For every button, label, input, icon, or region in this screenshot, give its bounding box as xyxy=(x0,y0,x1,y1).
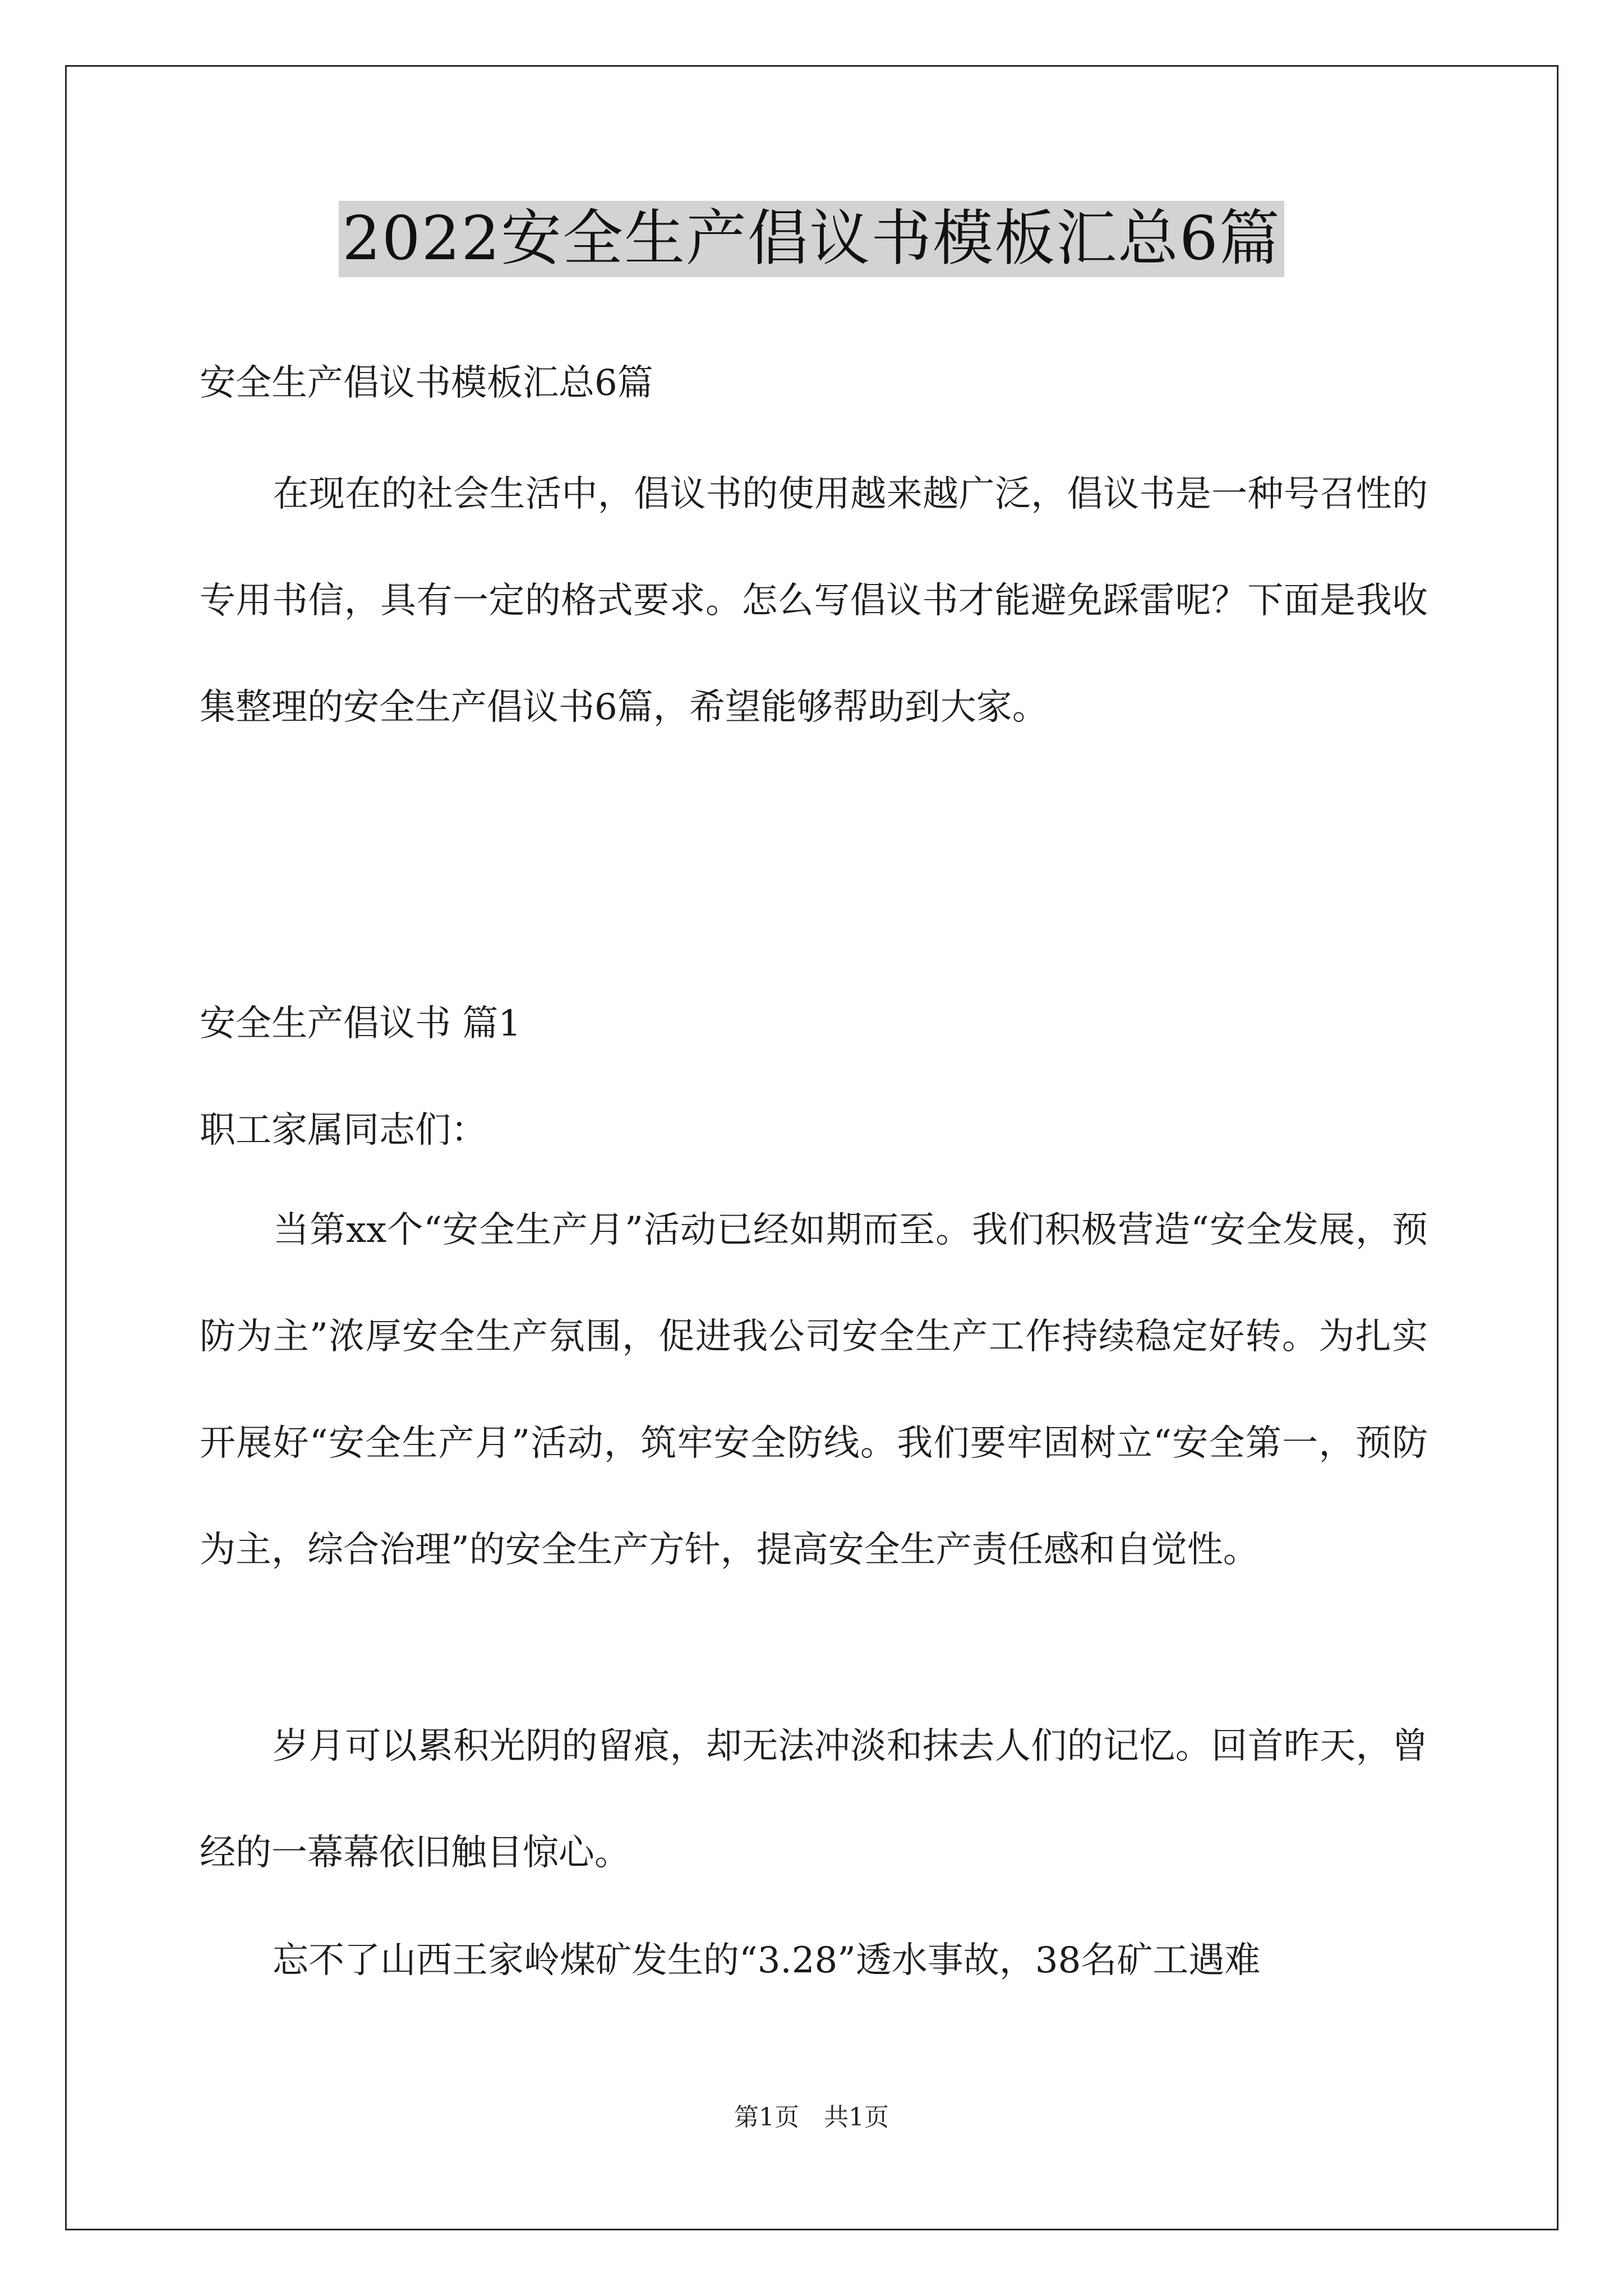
body-paragraph-1 xyxy=(200,1177,1428,1603)
salutation: 职工家属同志们： xyxy=(200,1110,487,1151)
section-heading: 安全生产倡议书 篇1 xyxy=(200,1003,522,1045)
body-paragraph-3-text: 忘不了山西王家岭煤矿发生的“3.28”透水事故，38名矿工遇难 xyxy=(273,1940,1261,1981)
intro-text: 在现在的社会生活中，倡议书的使用越来越广泛，倡议书是一种号召性的专用书信，具有一定的格式要求。怎么写倡议书才能避免踩雷呢？下面是我收集整理的安全生产倡议书6篇，希望能够帮助到大家。 xyxy=(200,473,1428,728)
body-paragraph-3 xyxy=(200,1907,1428,2014)
title-container xyxy=(0,201,1623,277)
body-paragraph-2 xyxy=(200,1693,1428,1906)
page-footer: 第1页 共1页 xyxy=(734,2103,889,2132)
body-paragraph-1-text: 当第xx个“安全生产月”活动已经如期而至。我们积极营造“安全发展，预防为主”浓厚安全生产氛围，促进我公司安全生产工作持续稳定好转。为扎实开展好“安全生产月”活动，筑牢安全防线。我们要牢固树立“安全第一，预防为主，综合治理”的安全生产方针，提高安全生产责任感和自觉性。 xyxy=(200,1209,1428,1571)
intro-paragraph xyxy=(200,441,1428,761)
body-paragraph-2-text: 岁月可以累积光阴的留痕，却无法冲淡和抹去人们的记忆。回首昨天，曾经的一幕幕依旧触目惊心。 xyxy=(200,1726,1428,1874)
document-subtitle: 安全生产倡议书模板汇总6篇 xyxy=(200,362,653,404)
document-title: 2022安全生产倡议书模板汇总6篇 xyxy=(339,201,1284,277)
